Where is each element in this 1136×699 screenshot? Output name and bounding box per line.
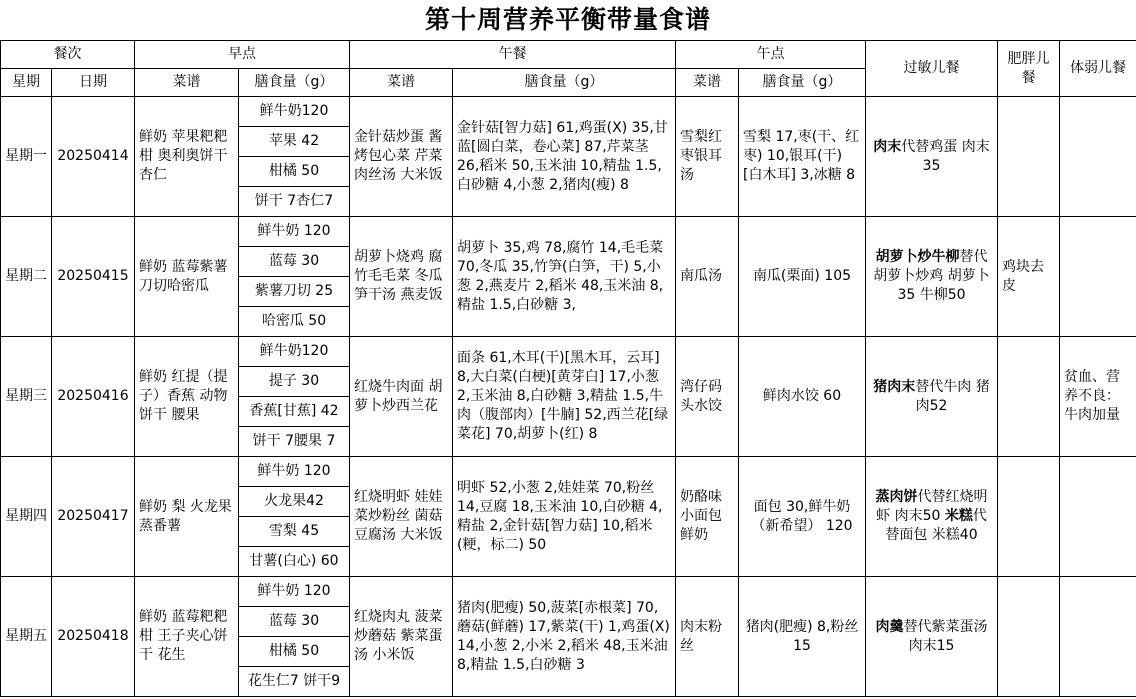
lunch-amount-cell: 猪肉(肥瘦) 50,菠菜[赤根菜] 70,蘑菇(鲜蘑) 17,紫菜(干) 1,鸡蛋(X) 14,小葱 2,小米 2,稻米 48,玉米油 8,精盐 1.5,白砂糖 3 bbox=[453, 577, 676, 697]
date-cell: 20250415 bbox=[52, 217, 135, 337]
header-date: 日期 bbox=[52, 69, 135, 97]
weekday-cell: 星期二 bbox=[1, 217, 52, 337]
breakfast-amount-item: 苹果 42 bbox=[239, 127, 350, 157]
allergy-substitute: 蒸肉饼 bbox=[875, 489, 918, 505]
weekday-cell: 星期三 bbox=[1, 337, 52, 457]
breakfast-amount-item: 鲜牛奶120 bbox=[239, 97, 350, 127]
breakfast-dish-cell: 鲜奶 蓝莓粑粑柑 王子夹心饼干 花生 bbox=[135, 577, 239, 697]
weekday-cell: 星期四 bbox=[1, 457, 52, 577]
lunch-amount-cell: 胡萝卜 35,鸡 78,腐竹 14,毛毛菜 70,冬瓜 35,竹笋(白笋，干) 5,小葱 2,燕麦片 2,稻米 48,玉米油 8,精盐 1.5,白砂糖 3, bbox=[453, 217, 676, 337]
breakfast-amount-item: 柑橘 50 bbox=[239, 157, 350, 187]
breakfast-amount-item: 饼干 7腰果 7 bbox=[239, 427, 350, 457]
allergy-cell bbox=[866, 97, 998, 217]
lunch-dish-cell: 红烧明虾 娃娃菜炒粉丝 菌菇豆腐汤 大米饭 bbox=[350, 457, 453, 577]
header-snack-amount: 膳食量（g） bbox=[739, 69, 866, 97]
page-title: 第十周营养平衡带量食谱 bbox=[424, 5, 711, 34]
allergy-note-2: 代替面包 米糕40 bbox=[885, 508, 987, 543]
snack-amount-cell: 鲜肉水饺 60 bbox=[739, 337, 866, 457]
allergy-substitute: 猪肉末 bbox=[873, 378, 916, 395]
snack-dish-cell: 奶酪味小面包 鲜奶 bbox=[676, 457, 739, 577]
breakfast-dish-cell: 鲜奶 蓝莓紫薯刀切哈密瓜 bbox=[135, 217, 239, 337]
header-weekday: 星期 bbox=[1, 69, 52, 97]
header-allergy: 过敏儿餐 bbox=[866, 41, 998, 97]
breakfast-amount-item: 蓝莓 30 bbox=[239, 247, 350, 277]
breakfast-amount-item: 哈密瓜 50 bbox=[239, 307, 350, 337]
menu-table bbox=[0, 40, 1136, 697]
obese-cell bbox=[998, 577, 1060, 697]
lunch-dish-cell: 红烧肉丸 菠菜炒蘑菇 紫菜蛋汤 小米饭 bbox=[350, 577, 453, 697]
breakfast-dish-cell: 鲜奶 梨 火龙果 蒸番薯 bbox=[135, 457, 239, 577]
obese-cell bbox=[998, 97, 1060, 217]
breakfast-amount-item: 鲜牛奶120 bbox=[239, 337, 350, 367]
snack-dish-cell: 雪梨红枣银耳汤 bbox=[676, 97, 739, 217]
obese-cell: 鸡块去皮 bbox=[998, 217, 1060, 337]
breakfast-dish-cell: 鲜奶 苹果粑粑柑 奥利奥饼干杏仁 bbox=[135, 97, 239, 217]
header-snack-dish: 菜谱 bbox=[676, 69, 739, 97]
allergy-note: 替代牛肉 猪肉52 bbox=[915, 378, 990, 414]
allergy-note: 代替红烧明虾 肉末50 bbox=[876, 489, 988, 524]
breakfast-amount-item: 鲜牛奶 120 bbox=[239, 217, 350, 247]
header-lunch-amount: 膳食量（g） bbox=[453, 69, 676, 97]
allergy-substitute: 肉末 bbox=[873, 138, 902, 155]
allergy-note: 替代胡萝卜炒鸡 胡萝卜35 牛柳50 bbox=[873, 249, 990, 303]
header-lunch: 午餐 bbox=[350, 41, 676, 69]
header-meal-times: 餐次 bbox=[1, 41, 135, 69]
allergy-substitute: 胡萝卜炒牛柳 bbox=[875, 249, 960, 265]
obese-cell bbox=[998, 457, 1060, 577]
allergy-cell bbox=[866, 577, 998, 697]
allergy-cell bbox=[866, 217, 998, 337]
allergy-note: 替代紫菜蛋汤 肉末15 bbox=[903, 618, 988, 654]
breakfast-amount-item: 饼干 7杏仁7 bbox=[239, 187, 350, 217]
header-breakfast-amount: 膳食量（g） bbox=[239, 69, 350, 97]
date-cell: 20250416 bbox=[52, 337, 135, 457]
header-weak: 体弱儿餐 bbox=[1060, 41, 1136, 97]
header-snack: 午点 bbox=[676, 41, 866, 69]
weekday-cell: 星期五 bbox=[1, 577, 52, 697]
header-obese: 肥胖儿餐 bbox=[998, 41, 1060, 97]
lunch-dish-cell: 胡萝卜烧鸡 腐竹毛毛菜 冬瓜笋干汤 燕麦饭 bbox=[350, 217, 453, 337]
breakfast-amount-item: 甘薯(白心) 60 bbox=[239, 547, 350, 577]
breakfast-amount-item: 香蕉[甘蕉] 42 bbox=[239, 397, 350, 427]
snack-dish-cell: 湾仔码头水饺 bbox=[676, 337, 739, 457]
weak-cell bbox=[1060, 217, 1136, 337]
breakfast-amount-item: 柑橘 50 bbox=[239, 637, 350, 667]
date-cell: 20250417 bbox=[52, 457, 135, 577]
date-cell: 20250414 bbox=[52, 97, 135, 217]
breakfast-amount-item: 花生仁7 饼干9 bbox=[239, 667, 350, 697]
header-breakfast: 早点 bbox=[135, 41, 350, 69]
snack-dish-cell: 肉末粉丝 bbox=[676, 577, 739, 697]
lunch-amount-cell: 明虾 52,小葱 2,娃娃菜 70,粉丝 14,豆腐 18,玉米油 10,白砂糖 4,精盐 2,金针菇[智力菇] 10,稻米(粳，标二) 50 bbox=[453, 457, 676, 577]
allergy-note: 代替鸡蛋 肉末35 bbox=[901, 138, 990, 174]
header-breakfast-dish: 菜谱 bbox=[135, 69, 239, 97]
breakfast-amount-item: 紫薯刀切 25 bbox=[239, 277, 350, 307]
obese-cell bbox=[998, 337, 1060, 457]
snack-dish-cell: 南瓜汤 bbox=[676, 217, 739, 337]
weak-cell: 贫血、营养不良：牛肉加量 bbox=[1060, 337, 1136, 457]
weak-cell bbox=[1060, 457, 1136, 577]
header-lunch-dish: 菜谱 bbox=[350, 69, 453, 97]
lunch-amount-cell: 金针菇[智力菇] 61,鸡蛋(X) 35,甘蓝[圆白菜，卷心菜] 87,芹菜茎 26,稻米 50,玉米油 10,精盐 1.5,白砂糖 4,小葱 2,猪肉(瘦) 8 bbox=[453, 97, 676, 217]
snack-amount-cell: 雪梨 17,枣(干、红枣) 10,银耳(干)[白木耳] 3,冰糖 8 bbox=[739, 97, 866, 217]
date-cell: 20250418 bbox=[52, 577, 135, 697]
lunch-dish-cell: 金针菇炒蛋 酱烤包心菜 芹菜肉丝汤 大米饭 bbox=[350, 97, 453, 217]
weekday-cell: 星期一 bbox=[1, 97, 52, 217]
breakfast-amount-item: 火龙果42 bbox=[239, 487, 350, 517]
breakfast-amount-item: 鲜牛奶 120 bbox=[239, 577, 350, 607]
allergy-cell bbox=[866, 457, 998, 577]
weak-cell bbox=[1060, 577, 1136, 697]
allergy-substitute-2: 米糕 bbox=[944, 508, 973, 524]
allergy-cell bbox=[866, 337, 998, 457]
breakfast-amount-item: 雪梨 45 bbox=[239, 517, 350, 547]
snack-amount-cell: 面包 30,鲜牛奶（新希望） 120 bbox=[739, 457, 866, 577]
lunch-amount-cell: 面条 61,木耳(干)[黑木耳，云耳] 8,大白菜(白梗)[黄芽白] 17,小葱 2,玉米油 8,白砂糖 3,精盐 1.5,牛肉（腹部肉）[牛腩] 52,西兰花[绿菜花] 70,胡萝卜(红) 8 bbox=[453, 337, 676, 457]
breakfast-amount-item: 提子 30 bbox=[239, 367, 350, 397]
breakfast-dish-cell: 鲜奶 红提（提子）香蕉 动物饼干 腰果 bbox=[135, 337, 239, 457]
lunch-dish-cell: 红烧牛肉面 胡萝卜炒西兰花 bbox=[350, 337, 453, 457]
snack-amount-cell: 南瓜(栗面) 105 bbox=[739, 217, 866, 337]
breakfast-amount-item: 蓝莓 30 bbox=[239, 607, 350, 637]
allergy-substitute: 肉羹 bbox=[875, 618, 904, 635]
snack-amount-cell: 猪肉(肥瘦) 8,粉丝 15 bbox=[739, 577, 866, 697]
weak-cell bbox=[1060, 97, 1136, 217]
breakfast-amount-item: 鲜牛奶 120 bbox=[239, 457, 350, 487]
